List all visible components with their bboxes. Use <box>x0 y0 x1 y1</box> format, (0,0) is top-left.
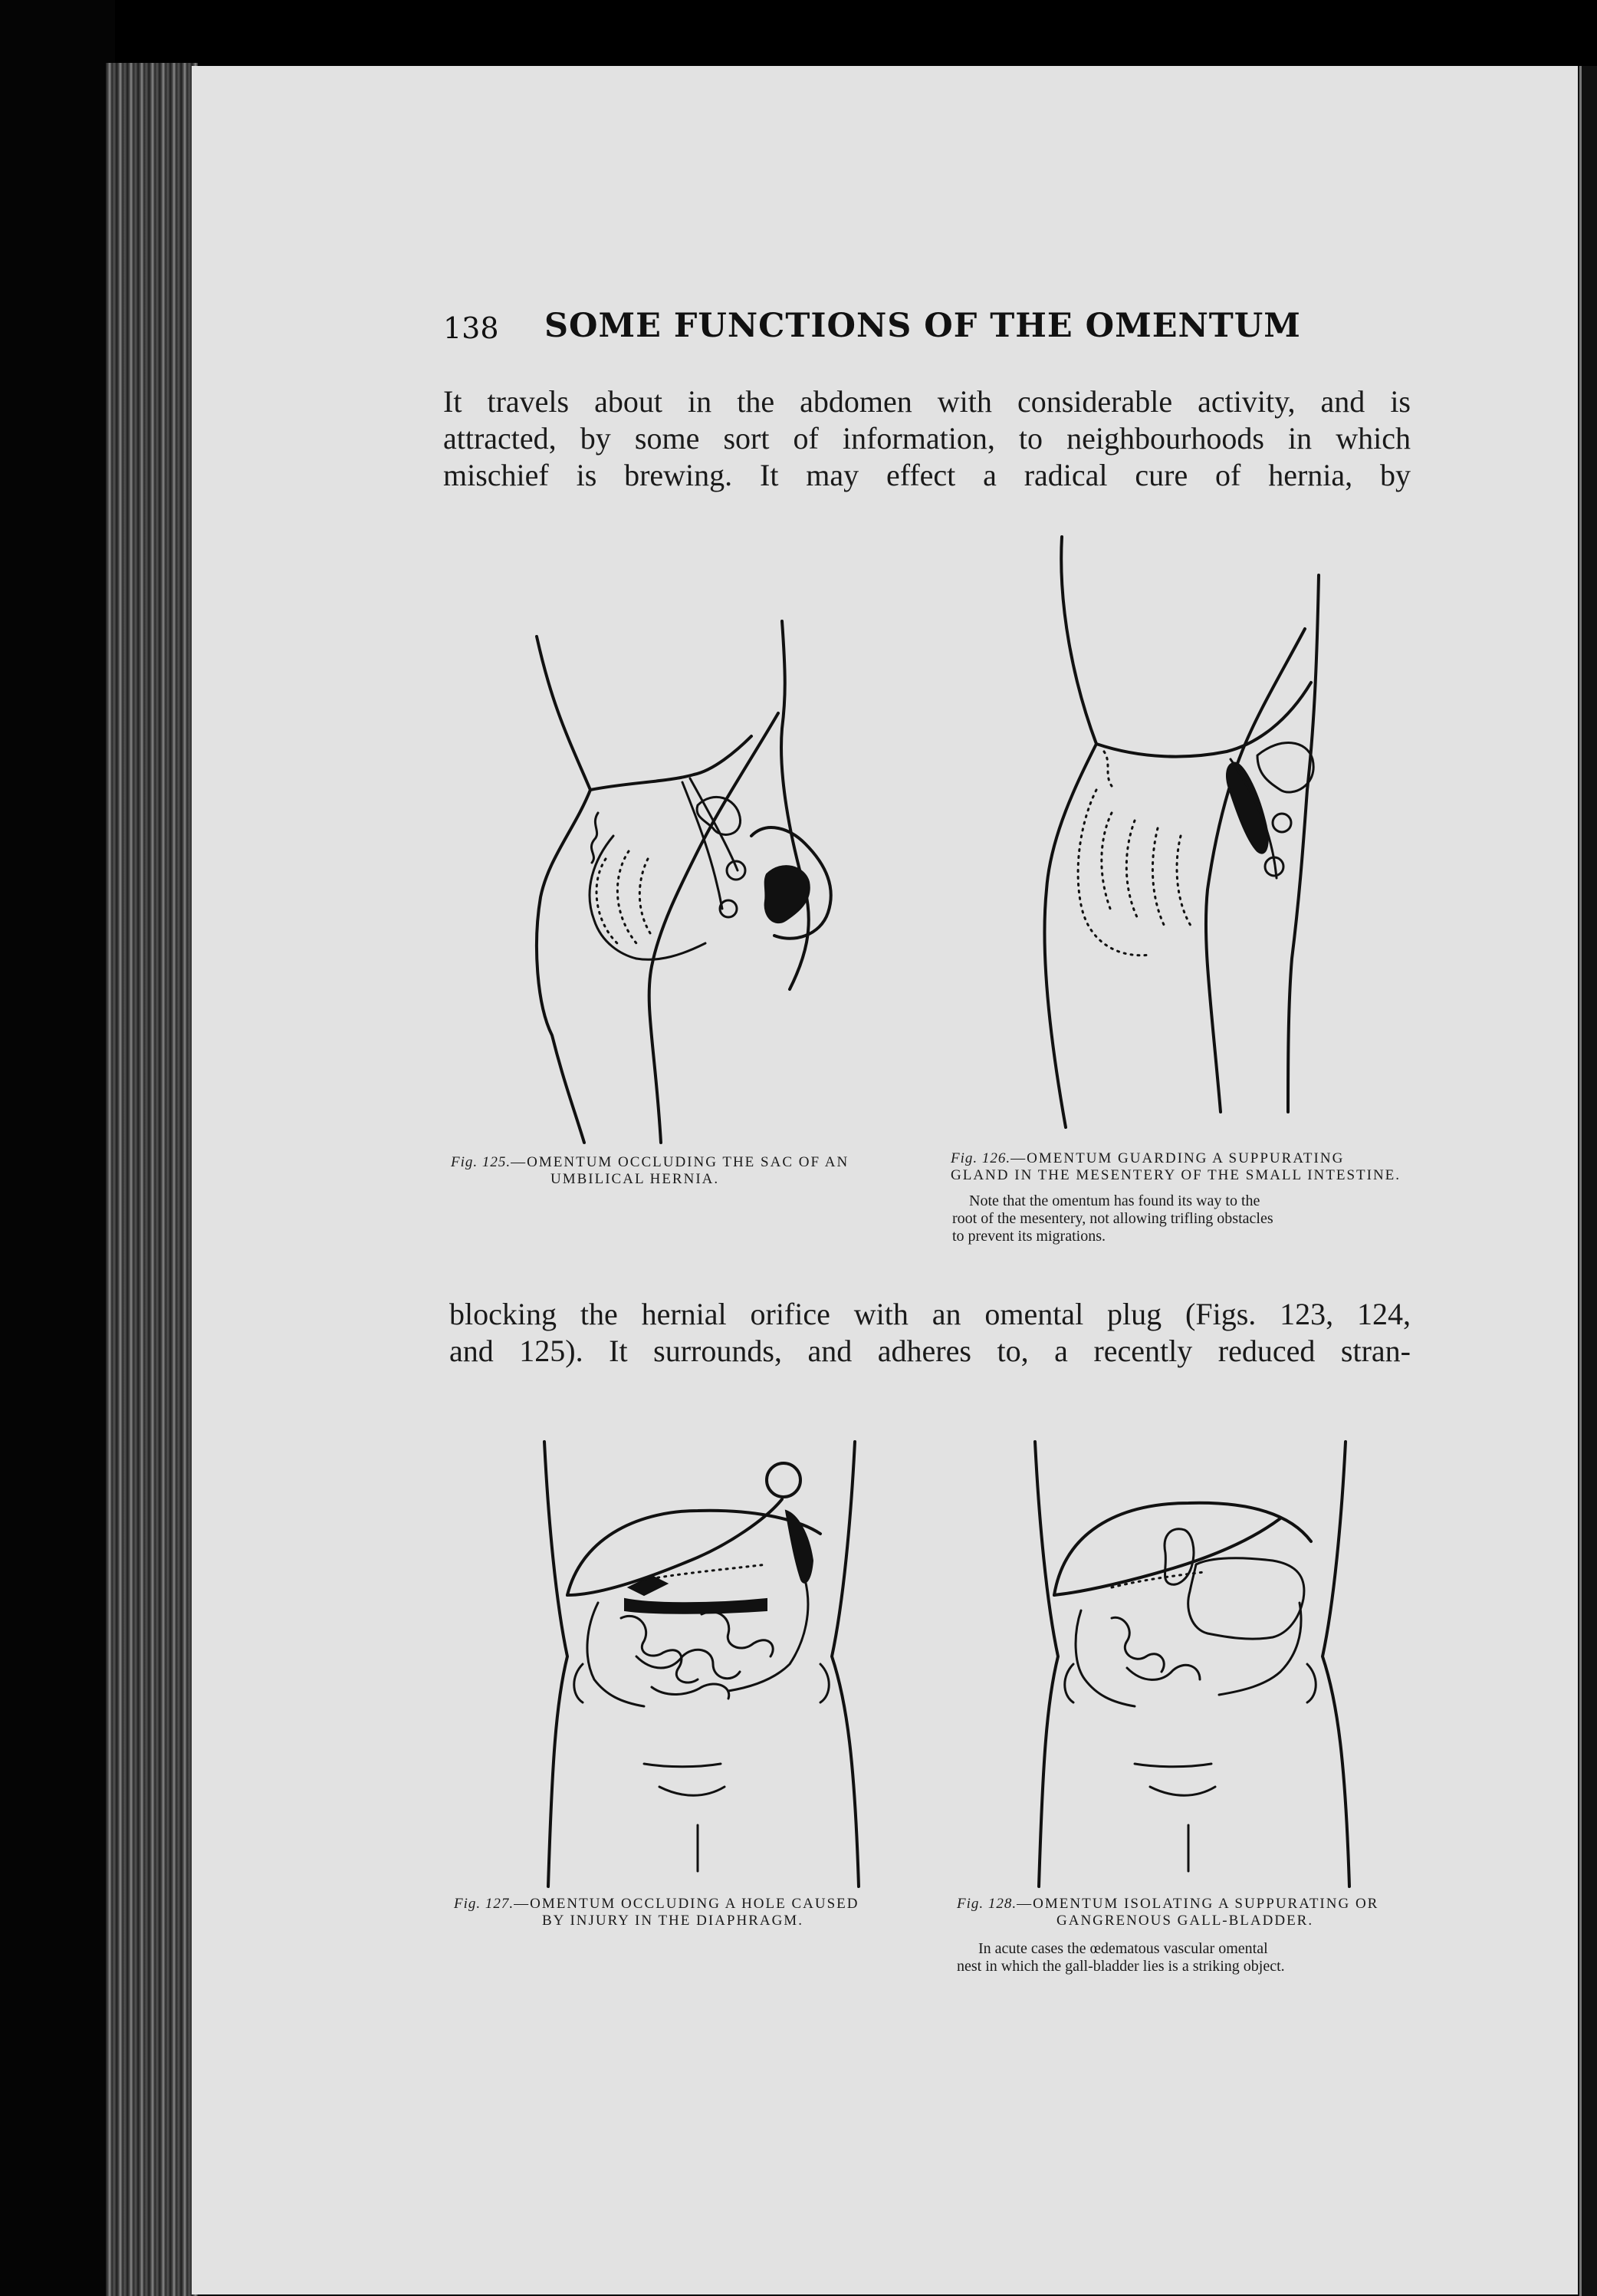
figure-126-illustration <box>1027 529 1334 1143</box>
caption-text: BY INJURY IN THE DIAPHRAGM. <box>542 1913 803 1929</box>
figure-128-note <box>957 1940 1432 1975</box>
page-number: 138 <box>443 311 499 345</box>
scan-border-right <box>1578 66 1597 2296</box>
figure-126-note <box>952 1192 1428 1245</box>
note-line: Note that the omentum has found its way to the <box>969 1192 1260 1209</box>
running-head: SOME FUNCTIONS OF THE OMENTUM <box>544 307 1301 345</box>
figure-label: Fig. 126. <box>951 1150 1011 1166</box>
scan-border-top <box>0 0 1597 67</box>
scan-border-left <box>0 0 115 2296</box>
caption-text: —OMENTUM ISOLATING A SUPPURATING OR <box>1017 1896 1379 1912</box>
caption-text: —OMENTUM OCCLUDING THE SAC OF AN <box>511 1154 849 1170</box>
text-line: and 125). It surrounds, and adheres to, a recently reduced stran- <box>449 1334 1411 1368</box>
caption-text: —OMENTUM GUARDING A SUPPURATING <box>1010 1150 1345 1166</box>
text-line: It travels about in the abdomen with considerable activity, and is <box>443 384 1411 419</box>
paragraph-1 <box>443 383 1411 494</box>
caption-text: UMBILICAL HERNIA. <box>550 1171 720 1187</box>
figure-label: Fig. 128. <box>957 1896 1017 1912</box>
figure-126-caption <box>951 1150 1426 1184</box>
note-line: to prevent its migrations. <box>952 1228 1106 1245</box>
caption-text: GANGRENOUS GALL-BLADDER. <box>1056 1913 1314 1929</box>
figure-label: Fig. 127. <box>454 1896 514 1912</box>
text-line: attracted, by some sort of information, to neighbourhoods in which <box>443 421 1411 456</box>
caption-text: GLAND IN THE MESENTERY OF THE SMALL INTESTINE. <box>951 1167 1401 1183</box>
caption-text: —OMENTUM OCCLUDING A HOLE CAUSED <box>514 1896 859 1912</box>
note-line: root of the mesentery, not allowing trifling obstacles <box>952 1210 1273 1227</box>
page-header <box>443 307 1409 353</box>
figure-128-caption <box>957 1896 1432 1929</box>
note-line: In acute cases the œdematous vascular omental <box>978 1940 1268 1957</box>
page-stack-edges <box>106 63 198 2296</box>
figure-125-caption <box>451 1154 926 1188</box>
figure-125-illustration <box>521 606 874 1143</box>
text-line: blocking the hernial orifice with an omental plug (Figs. 123, 124, <box>449 1297 1411 1331</box>
figure-label: Fig. 125. <box>451 1154 511 1170</box>
figure-127-caption <box>454 1896 929 1929</box>
text-line: mischief is brewing. It may effect a radical cure of hernia, by <box>443 458 1411 492</box>
paragraph-2 <box>449 1296 1411 1370</box>
figure-127-illustration <box>537 1426 874 1886</box>
figure-128-illustration <box>1020 1426 1357 1886</box>
note-line: nest in which the gall-bladder lies is a striking object. <box>957 1958 1285 1975</box>
